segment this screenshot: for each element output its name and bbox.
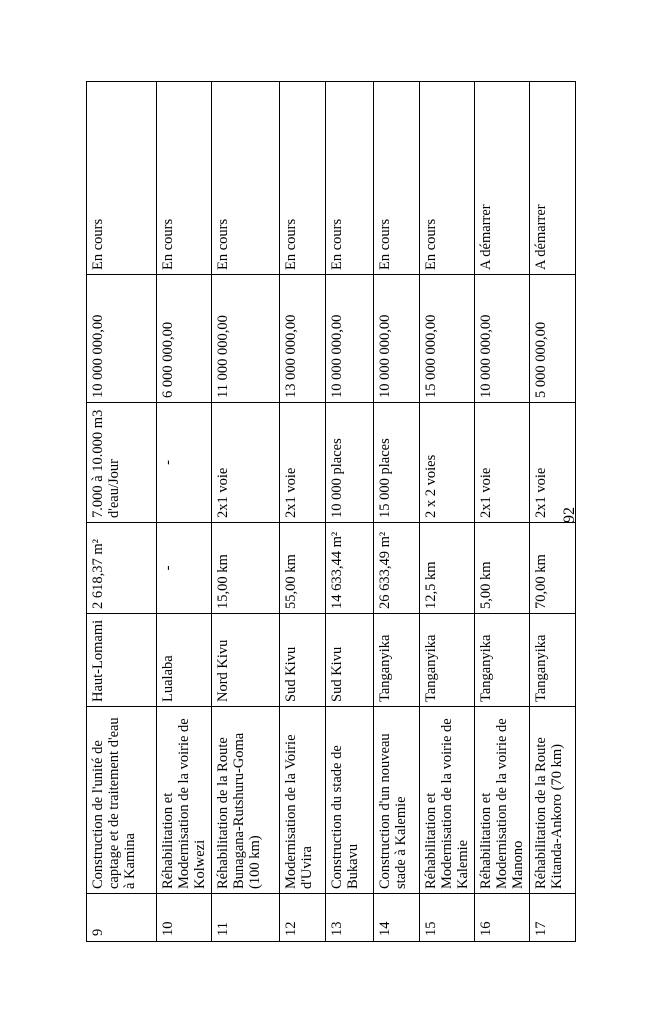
row-number-cell: 12 bbox=[280, 894, 326, 942]
row-number-cell: 15 bbox=[420, 894, 475, 942]
table-row bbox=[374, 82, 420, 942]
province-cell: Tanganyika bbox=[475, 614, 530, 707]
size-cell: 26 633,49 m² bbox=[374, 523, 420, 614]
project-name-cell: Réhabilitation de la Route Bunagana-Rutshuru-Goma (100 km) bbox=[212, 707, 280, 894]
capacity-cell: 2x1 voie bbox=[530, 403, 576, 523]
status-cell: En cours bbox=[212, 82, 280, 275]
province-cell: Tanganyika bbox=[374, 614, 420, 707]
amount-cell: 11 000 000,00 bbox=[212, 275, 280, 403]
amount-cell: 10 000 000,00 bbox=[374, 275, 420, 403]
capacity-cell: - bbox=[157, 403, 212, 523]
project-name-cell: Réhabilitation et Modernisation de la voirie de Kalemie bbox=[420, 707, 475, 894]
province-cell: Haut-Lomami bbox=[87, 614, 157, 707]
row-number-cell: 11 bbox=[212, 894, 280, 942]
status-cell: A démarrer bbox=[530, 82, 576, 275]
table-row bbox=[420, 82, 475, 942]
project-name-cell: Construction de l'unité de captage et de traitement d'eau à Kamina bbox=[87, 707, 157, 894]
table-body bbox=[87, 82, 576, 942]
table-row bbox=[212, 82, 280, 942]
row-number-cell: 10 bbox=[157, 894, 212, 942]
amount-cell: 10 000 000,00 bbox=[326, 275, 374, 403]
capacity-cell: 2x1 voie bbox=[475, 403, 530, 523]
capacity-cell: 2x1 voie bbox=[280, 403, 326, 523]
rotated-table-wrapper bbox=[86, 82, 565, 942]
table-row bbox=[280, 82, 326, 942]
status-cell: En cours bbox=[157, 82, 212, 275]
amount-cell: 10 000 000,00 bbox=[87, 275, 157, 403]
capacity-cell: 2x1 voie bbox=[212, 403, 280, 523]
size-cell: 2 618,37 m² bbox=[87, 523, 157, 614]
row-number-cell: 14 bbox=[374, 894, 420, 942]
capacity-cell: 10 000 places bbox=[326, 403, 374, 523]
row-number-cell: 16 bbox=[475, 894, 530, 942]
amount-cell: 13 000 000,00 bbox=[280, 275, 326, 403]
project-name-cell: Réhabilitation et Modernisation de la voirie de Kolwezi bbox=[157, 707, 212, 894]
amount-cell: 10 000 000,00 bbox=[475, 275, 530, 403]
size-cell: - bbox=[157, 523, 212, 614]
province-cell: Tanganyika bbox=[530, 614, 576, 707]
province-cell: Nord Kivu bbox=[212, 614, 280, 707]
project-name-cell: Modernisation de la Voirie d'Uvira bbox=[280, 707, 326, 894]
province-cell: Lualaba bbox=[157, 614, 212, 707]
row-number-cell: 17 bbox=[530, 894, 576, 942]
project-name-cell: Construction d'un nouveau stade à Kalemie bbox=[374, 707, 420, 894]
status-cell: En cours bbox=[420, 82, 475, 275]
project-name-cell: Réhabilitation et Modernisation de la voirie de Manono bbox=[475, 707, 530, 894]
projects-table bbox=[86, 81, 576, 942]
size-cell: 14 633,44 m² bbox=[326, 523, 374, 614]
status-cell: En cours bbox=[326, 82, 374, 275]
amount-cell: 5 000 000,00 bbox=[530, 275, 576, 403]
size-cell: 5,00 km bbox=[475, 523, 530, 614]
capacity-cell: 15 000 places bbox=[374, 403, 420, 523]
status-cell: A démarrer bbox=[475, 82, 530, 275]
amount-cell: 6 000 000,00 bbox=[157, 275, 212, 403]
capacity-cell: 7.000 à 10.000 m3 d'eau/Jour bbox=[87, 403, 157, 523]
size-cell: 12,5 km bbox=[420, 523, 475, 614]
size-cell: 15,00 km bbox=[212, 523, 280, 614]
project-name-cell: Construction du stade de Bukavu bbox=[326, 707, 374, 894]
province-cell: Sud Kivu bbox=[326, 614, 374, 707]
row-number-cell: 13 bbox=[326, 894, 374, 942]
province-cell: Tanganyika bbox=[420, 614, 475, 707]
capacity-cell: 2 x 2 voies bbox=[420, 403, 475, 523]
province-cell: Sud Kivu bbox=[280, 614, 326, 707]
size-cell: 55,00 km bbox=[280, 523, 326, 614]
row-number-cell: 9 bbox=[87, 894, 157, 942]
page-number: 92 bbox=[561, 507, 578, 523]
table-row bbox=[326, 82, 374, 942]
size-cell: 70,00 km bbox=[530, 523, 576, 614]
project-name-cell: Réhabilitation de la Route Kitanda-Ankoro (70 km) bbox=[530, 707, 576, 894]
amount-cell: 15 000 000,00 bbox=[420, 275, 475, 403]
status-cell: En cours bbox=[374, 82, 420, 275]
table-row bbox=[475, 82, 530, 942]
table-row bbox=[87, 82, 157, 942]
status-cell: En cours bbox=[87, 82, 157, 275]
status-cell: En cours bbox=[280, 82, 326, 275]
table-row bbox=[157, 82, 212, 942]
